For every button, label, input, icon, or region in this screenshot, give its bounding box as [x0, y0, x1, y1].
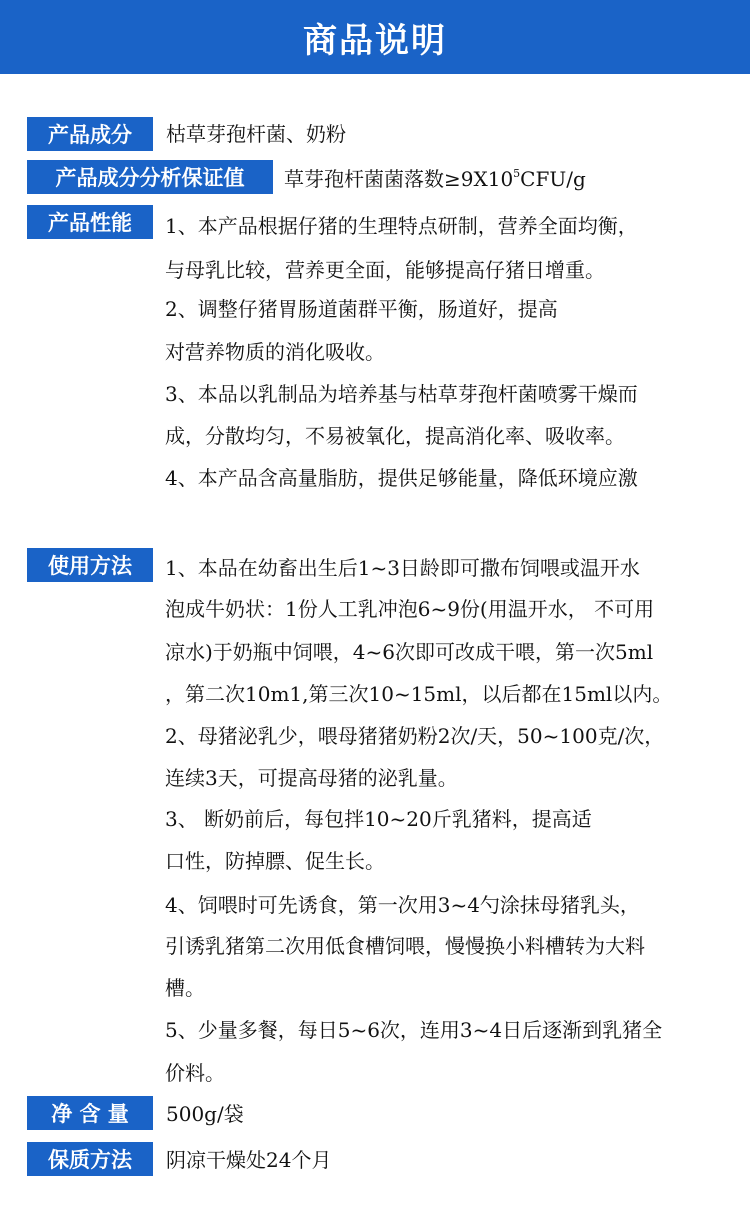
performance-line: 3、本品以乳制品为培养基与枯草芽孢杆菌喷雾干燥而 — [165, 382, 638, 406]
performance-label: 产品性能 — [27, 205, 153, 239]
guarantee-value-main: 草芽孢杆菌菌落数≥9X10 — [284, 167, 514, 191]
usage-line: 口性，防掉膘、促生长。 — [165, 849, 385, 873]
performance-line: 与母乳比较，营养更全面，能够提高仔猪日增重。 — [165, 258, 605, 282]
usage-line: 槽。 — [165, 976, 205, 1000]
usage-line: 4、饲喂时可先诱食，第一次用3~4勺涂抹母猪乳头， — [165, 893, 640, 917]
usage-line: 1、本品在幼畜出生后1~3日龄即可撒布饲喂或温开水 — [165, 556, 640, 580]
usage-line: 3、 断奶前后，每包拌10~20斤乳猪料，提高适 — [165, 807, 592, 831]
guarantee-label: 产品成分分析保证值 — [27, 160, 273, 194]
guarantee-value-exponent: 5 — [513, 167, 521, 180]
usage-line: 泡成牛奶状：1份人工乳冲泡6~9份(用温开水， 不可用 — [165, 597, 655, 621]
performance-line: 2、调整仔猪胃肠道菌群平衡，肠道好，提高 — [165, 297, 558, 321]
usage-line: 5、少量多餐，每日5~6次，连用3~4日后逐渐到乳猪全 — [165, 1018, 663, 1042]
usage-line: 引诱乳猪第二次用低食槽饲喂，慢慢换小料槽转为大料 — [165, 934, 645, 958]
ingredients-value: 枯草芽孢杆菌、奶粉 — [166, 122, 346, 146]
net-content-label: 净 含 量 — [27, 1096, 153, 1130]
performance-line: 4、本产品含高量脂肪，提供足够能量，降低环境应激 — [165, 466, 638, 490]
page-header — [0, 0, 750, 74]
performance-line: 1、本产品根据仔猪的生理特点研制，营养全面均衡， — [165, 214, 638, 238]
storage-value: 阴凉干燥处24个月 — [166, 1148, 332, 1172]
usage-line: ，第二次10m1,第三次10~15ml，以后都在15ml以内。 — [165, 682, 673, 706]
guarantee-value — [284, 162, 586, 196]
usage-line: 连续3天，可提高母猪的泌乳量。 — [165, 766, 458, 790]
guarantee-value-unit: CFU/g — [520, 167, 586, 191]
usage-line: 价料。 — [165, 1061, 225, 1085]
usage-line: 凉水)于奶瓶中饲喂，4~6次即可改成干喂，第一次5ml — [165, 640, 654, 664]
net-content-value: 500g/袋 — [166, 1102, 244, 1126]
ingredients-label: 产品成分 — [27, 117, 153, 151]
usage-line: 2、母猪泌乳少，喂母猪猪奶粉2次/天，50~100克/次， — [165, 724, 665, 748]
page-title: 商品说明 — [303, 20, 447, 61]
performance-line: 成，分散均匀，不易被氧化，提高消化率、吸收率。 — [165, 424, 625, 448]
storage-label: 保质方法 — [27, 1142, 153, 1176]
usage-label: 使用方法 — [27, 548, 153, 582]
performance-line: 对营养物质的消化吸收。 — [165, 340, 385, 364]
